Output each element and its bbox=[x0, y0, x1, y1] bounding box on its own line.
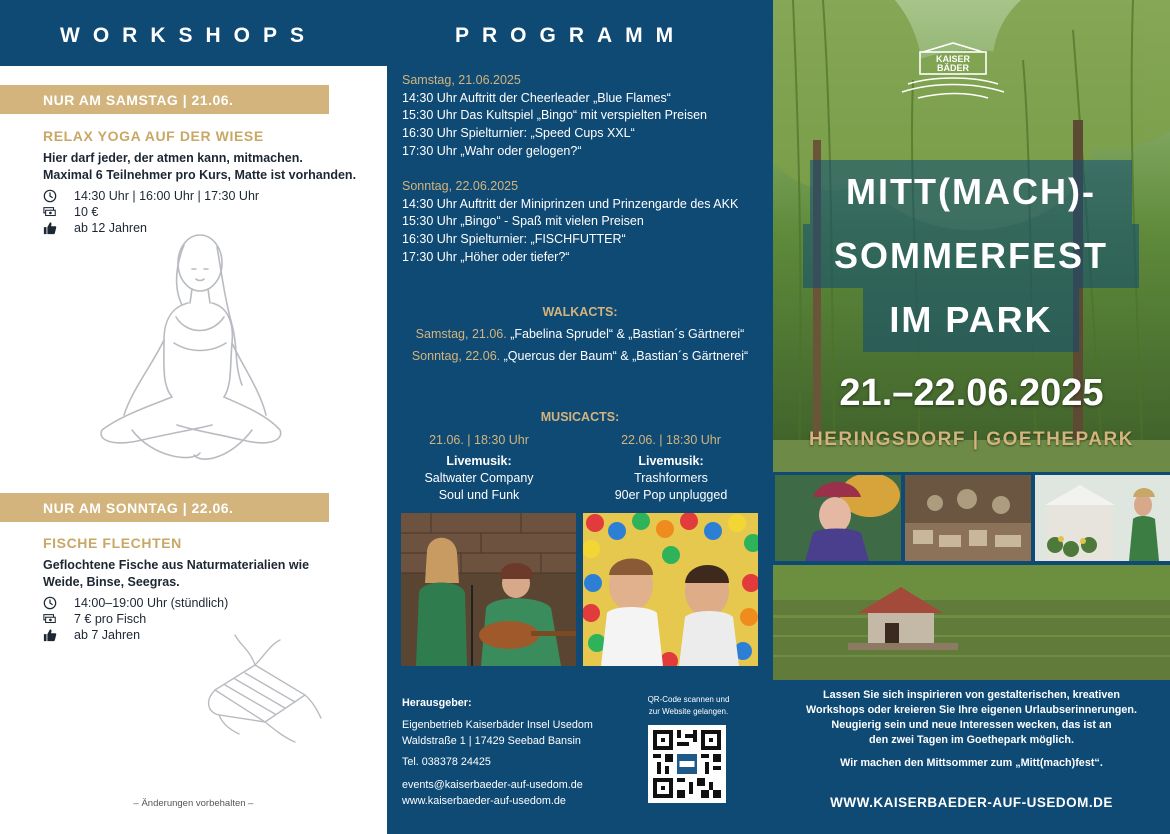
yoga-age: ab 12 Jahren bbox=[74, 221, 147, 235]
cover-motto: Wir machen den Mittsommer zum „Mitt(mach)fest“. bbox=[840, 757, 1103, 769]
thumbs-up-icon bbox=[43, 221, 74, 235]
yoga-desc-line1: Hier darf jeder, der atmen kann, mitmachen. bbox=[43, 151, 303, 165]
program-item: 14:30 Uhr Auftritt der Cheerleader „Blue Flames“ bbox=[402, 90, 671, 105]
musicact-sunday-genre: 90er Pop unplugged bbox=[614, 488, 728, 502]
walkact-saturday-day: Samstag, 21.06. bbox=[415, 327, 507, 341]
sunday-program-day: Sonntag, 22.06.2025 bbox=[402, 179, 519, 193]
publisher-org: Eigenbetrieb Kaiserbäder Insel Usedom bbox=[402, 719, 593, 731]
yoga-workshop-description bbox=[43, 150, 373, 184]
walkact-sunday-day: Sonntag, 22.06. bbox=[411, 349, 501, 363]
qr-caption-line1: QR-Code scannen und bbox=[647, 695, 730, 704]
musicact-saturday-name: Saltwater Company bbox=[424, 471, 534, 485]
programm-panel bbox=[387, 0, 773, 834]
twine-spool-illustration bbox=[195, 630, 325, 750]
workshops-panel bbox=[0, 0, 387, 834]
publisher-email[interactable]: events@kaiserbaeder-auf-usedom.de bbox=[402, 779, 583, 791]
program-item: 17:30 Uhr „Höher oder tiefer?“ bbox=[402, 249, 570, 264]
fish-desc-line1: Geflochtene Fische aus Naturmaterialien wie bbox=[43, 558, 310, 572]
saturday-banner: NUR AM SAMSTAG | 21.06. bbox=[0, 85, 329, 114]
program-item: 15:30 Uhr Das Kultspiel „Bingo“ mit verspielten Preisen bbox=[402, 108, 707, 123]
cover-title-line2: SOMMERFEST bbox=[803, 224, 1139, 288]
yoga-desc-line2: Maximal 6 Teilnehmer pro Kurs, Matte ist vorhanden. bbox=[43, 168, 357, 182]
fish-age: ab 7 Jahren bbox=[74, 628, 141, 642]
cover-description bbox=[783, 688, 1160, 748]
program-item: 16:30 Uhr Spielturnier: „Speed Cups XXL“ bbox=[402, 126, 635, 141]
fish-time: 14:00–19:00 Uhr (stündlich) bbox=[74, 596, 229, 610]
fish-workshop-description bbox=[43, 557, 373, 591]
changes-reserved-note: – Änderungen vorbehalten – bbox=[133, 798, 254, 809]
craft-table-photo bbox=[905, 475, 1031, 561]
workshops-title: WORKSHOPS bbox=[60, 24, 318, 47]
musicacts-title: MUSICACTS: bbox=[540, 410, 620, 424]
musicact-saturday bbox=[389, 432, 569, 504]
cover-text-line1: Lassen Sie sich inspirieren von gestalterischen, kreativen bbox=[822, 689, 1121, 701]
musicact-sunday-label: Livemusik: bbox=[638, 454, 704, 468]
yoga-time-row bbox=[43, 188, 363, 204]
imprint-label bbox=[402, 695, 472, 711]
walkact-saturday-text: „Fabelina Sprudel“ & „Bastian´s Gärtnerei“ bbox=[510, 327, 745, 341]
publisher-phone: Tel. 038378 24425 bbox=[402, 756, 491, 768]
qr-caption bbox=[641, 694, 736, 718]
qr-code[interactable] bbox=[648, 725, 726, 803]
clock-icon bbox=[43, 596, 74, 610]
fish-time-row bbox=[43, 595, 363, 611]
program-item: 14:30 Uhr Auftritt der Miniprinzen und Prinzengarde des AKK bbox=[402, 196, 739, 211]
trashformers-photo bbox=[583, 513, 758, 666]
musicact-sunday bbox=[581, 432, 761, 504]
cover-website-link[interactable]: WWW.KAISERBAEDER-AUF-USEDOM.DE bbox=[830, 795, 1113, 810]
fish-price: 7 € pro Fisch bbox=[74, 612, 147, 626]
musicact-sunday-date: 22.06. | 18:30 Uhr bbox=[621, 433, 721, 447]
qr-caption-line2: zur Website gelangen. bbox=[648, 707, 729, 716]
imprint-address bbox=[402, 717, 593, 749]
duck-house-pond-photo bbox=[773, 565, 1170, 680]
walkact-saturday bbox=[387, 327, 773, 341]
walkacts-title: WALKACTS: bbox=[542, 305, 618, 319]
cover-title-line3: IM PARK bbox=[863, 288, 1079, 352]
imprint-contacts bbox=[402, 777, 583, 809]
yoga-illustration bbox=[92, 225, 292, 475]
garden-stall-photo bbox=[1035, 475, 1170, 561]
program-item: 17:30 Uhr „Wahr oder gelogen?“ bbox=[402, 143, 582, 158]
musicact-sunday-name: Trashformers bbox=[634, 471, 708, 485]
cover-text-line4: den zwei Tagen im Goethepark möglich. bbox=[869, 734, 1074, 746]
walkact-sunday-text: „Quercus der Baum“ & „Bastian´s Gärtnerei“ bbox=[503, 349, 749, 363]
walkact-costume-photo bbox=[775, 475, 901, 561]
event-location: HERINGSDORF | GOETHEPARK bbox=[809, 429, 1134, 450]
yoga-price: 10 € bbox=[74, 205, 99, 219]
logo-line1: KAISER bbox=[935, 54, 971, 64]
event-date: 21.–22.06.2025 bbox=[839, 372, 1104, 414]
saltwater-company-photo bbox=[401, 513, 576, 666]
cover-text-line3: Neugierig sein und neue Interessen wecken, das ist an bbox=[831, 719, 1112, 731]
musicact-saturday-label: Livemusik: bbox=[446, 454, 512, 468]
programm-title: PROGRAMM bbox=[455, 24, 687, 47]
sunday-banner: NUR AM SONNTAG | 22.06. bbox=[0, 493, 329, 522]
clock-icon bbox=[43, 189, 74, 203]
musicact-saturday-genre: Soul und Funk bbox=[438, 488, 520, 502]
yoga-workshop-title: RELAX YOGA AUF DER WIESE bbox=[43, 128, 264, 144]
yoga-time: 14:30 Uhr | 16:00 Uhr | 17:30 Uhr bbox=[74, 189, 260, 203]
fish-price-row bbox=[43, 611, 363, 627]
thumbs-up-icon bbox=[43, 628, 74, 642]
cover-panel bbox=[773, 0, 1170, 834]
fish-workshop-title: FISCHE FLECHTEN bbox=[43, 535, 182, 551]
kaiserbaeder-logo bbox=[888, 40, 1018, 110]
cover-text-line2: Workshops oder kreieren Sie Ihre eigenen Urlaubserinnerungen. bbox=[806, 704, 1137, 716]
money-icon bbox=[43, 612, 74, 626]
workshops-header bbox=[0, 0, 387, 66]
money-icon bbox=[43, 205, 74, 219]
cover-title-line1: MITT(MACH)- bbox=[810, 160, 1132, 224]
walkact-sunday bbox=[387, 349, 773, 363]
publisher-label: Herausgeber: bbox=[402, 697, 472, 709]
publisher-website[interactable]: www.kaiserbaeder-auf-usedom.de bbox=[402, 795, 566, 807]
saturday-program-day: Samstag, 21.06.2025 bbox=[402, 73, 521, 87]
sunday-program bbox=[402, 178, 762, 267]
fish-desc-line2: Weide, Binse, Seegras. bbox=[43, 575, 180, 589]
publisher-address: Waldstraße 1 | 17429 Seebad Bansin bbox=[402, 735, 581, 747]
musicact-saturday-date: 21.06. | 18:30 Uhr bbox=[429, 433, 529, 447]
logo-line2: BÄDER bbox=[936, 63, 970, 73]
saturday-program bbox=[402, 72, 762, 161]
yoga-price-row bbox=[43, 204, 363, 220]
program-item: 16:30 Uhr Spielturnier: „FISCHFUTTER“ bbox=[402, 232, 626, 247]
program-item: 15:30 Uhr „Bingo“ - Spaß mit vielen Preisen bbox=[402, 214, 644, 229]
